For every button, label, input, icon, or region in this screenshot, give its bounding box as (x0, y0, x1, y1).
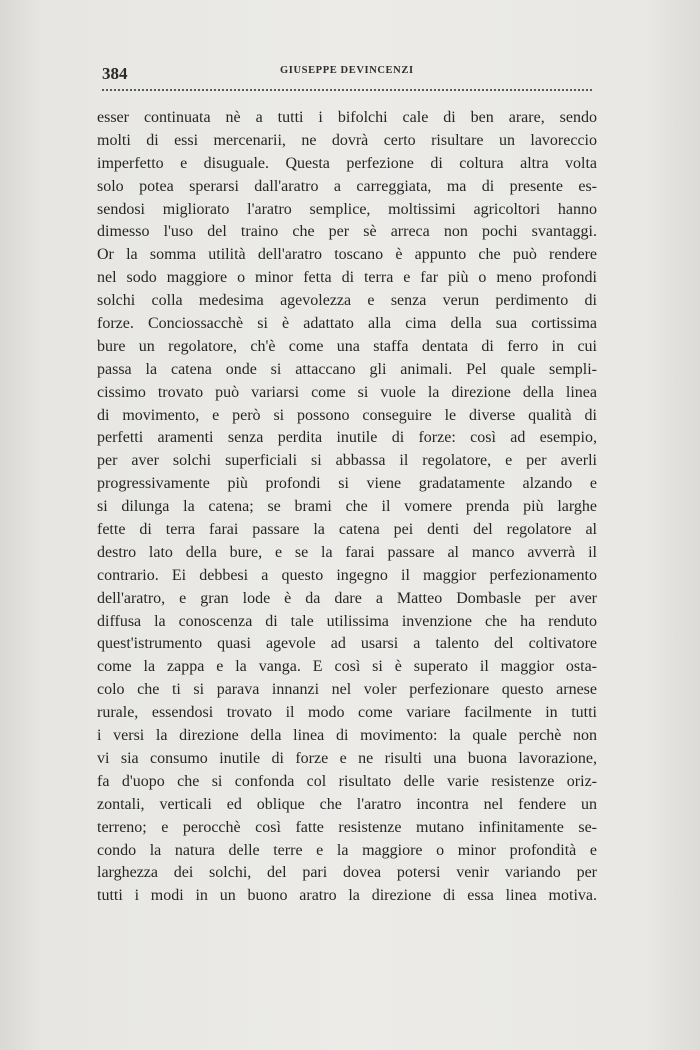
body-text (97, 107, 597, 908)
page-number: 384 (102, 64, 128, 83)
text-line: dimesso l'uso del traino che per sè arreca non pochi svantaggi. (97, 223, 597, 241)
text-line: diffusa la conoscenza di tale utilissima invenzione che ha renduto (97, 612, 597, 630)
text-line: rurale, essendosi trovato il modo come variare facilmente in tutti (97, 704, 597, 722)
text-line: nel sodo maggiore o minor fetta di terra e far più o meno profondi (97, 269, 597, 287)
text-line: di movimento, e però si possono conseguire le diverse qualità di (97, 406, 597, 424)
text-line: progressivamente più profondi si viene gradatamente alzando e (97, 475, 597, 493)
text-line: fa d'uopo che si confonda col risultato delle varie resistenze oriz- (97, 772, 597, 790)
text-line: perfetti aramenti senza perdita inutile di forze: così ad esempio, (97, 429, 597, 447)
text-line: tutti i modi in un buono aratro la direzione di essa linea motiva. (97, 887, 597, 905)
running-head: GIUSEPPE DEVINCENZI (280, 65, 414, 76)
text-line: passa la catena onde si attaccano gli animali. Pel quale sempli- (97, 360, 597, 378)
text-line: contrario. Ei debbesi a questo ingegno il maggior perfezionamento (97, 566, 597, 584)
text-line: esser continuata nè a tutti i bifolchi cale di ben arare, sendo (97, 109, 597, 126)
page-header (102, 62, 594, 88)
text-line: solo potea sperarsi dall'aratro a carreggiata, ma di presente es- (97, 177, 597, 195)
text-line: condo la natura delle terre e la maggiore o minor profondità e (97, 841, 597, 859)
text-line: per aver solchi superficiali si abbassa il regolatore, e per averli (97, 452, 597, 470)
text-line: molti di essi mercenarii, ne dovrà certo risultare un lavoreccio (97, 131, 597, 149)
text-line: solchi colla medesima agevolezza e senza verun perdimento di (97, 292, 597, 310)
text-line: dell'aratro, e gran lode è da dare a Matteo Dombasle per aver (97, 589, 597, 607)
text-line: larghezza dei solchi, del pari dovea potersi venir variando per (97, 864, 597, 882)
text-line: imperfetto e disuguale. Questa perfezione di coltura altra volta (97, 154, 597, 172)
text-line: i versi la direzione della linea di movimento: la quale perchè non (97, 727, 597, 745)
text-line: Or la somma utilità dell'aratro toscano è appunto che può rendere (97, 246, 597, 264)
text-line: bure un regolatore, ch'è come una staffa dentata di ferro in cui (97, 337, 597, 355)
text-line: si dilunga la catena; se brami che il vomere prenda più larghe (97, 498, 597, 516)
text-line: come la zappa e la vanga. E così si è superato il maggior osta- (97, 658, 597, 676)
text-line: colo che ti si parava innanzi nel voler perfezionare questo arnese (97, 681, 597, 699)
text-line: quest'istrumento quasi agevole ad usarsi a talento del coltivatore (97, 635, 597, 653)
text-line: vi sia consumo inutile di forze e ne risulti una buona lavorazione, (97, 749, 597, 767)
text-line: forze. Conciossacchè si è adattato alla cima della sua cortissima (97, 315, 597, 333)
text-line: sendosi migliorato l'aratro semplice, moltissimi agricoltori hanno (97, 200, 597, 218)
text-line: destro lato della bure, e se la farai passare al manco avverrà il (97, 543, 597, 561)
text-line: terreno; e perocchè così fatte resistenze mutano infinitamente se- (97, 818, 597, 836)
text-line: cissimo trovato può variarsi come si vuole la direzione della linea (97, 383, 597, 401)
header-dotted-rule (102, 89, 592, 91)
text-line: fette di terra farai passare la catena pei denti del regolatore al (97, 521, 597, 539)
text-line: zontali, verticali ed oblique che l'aratro incontra nel fendere un (97, 795, 597, 813)
